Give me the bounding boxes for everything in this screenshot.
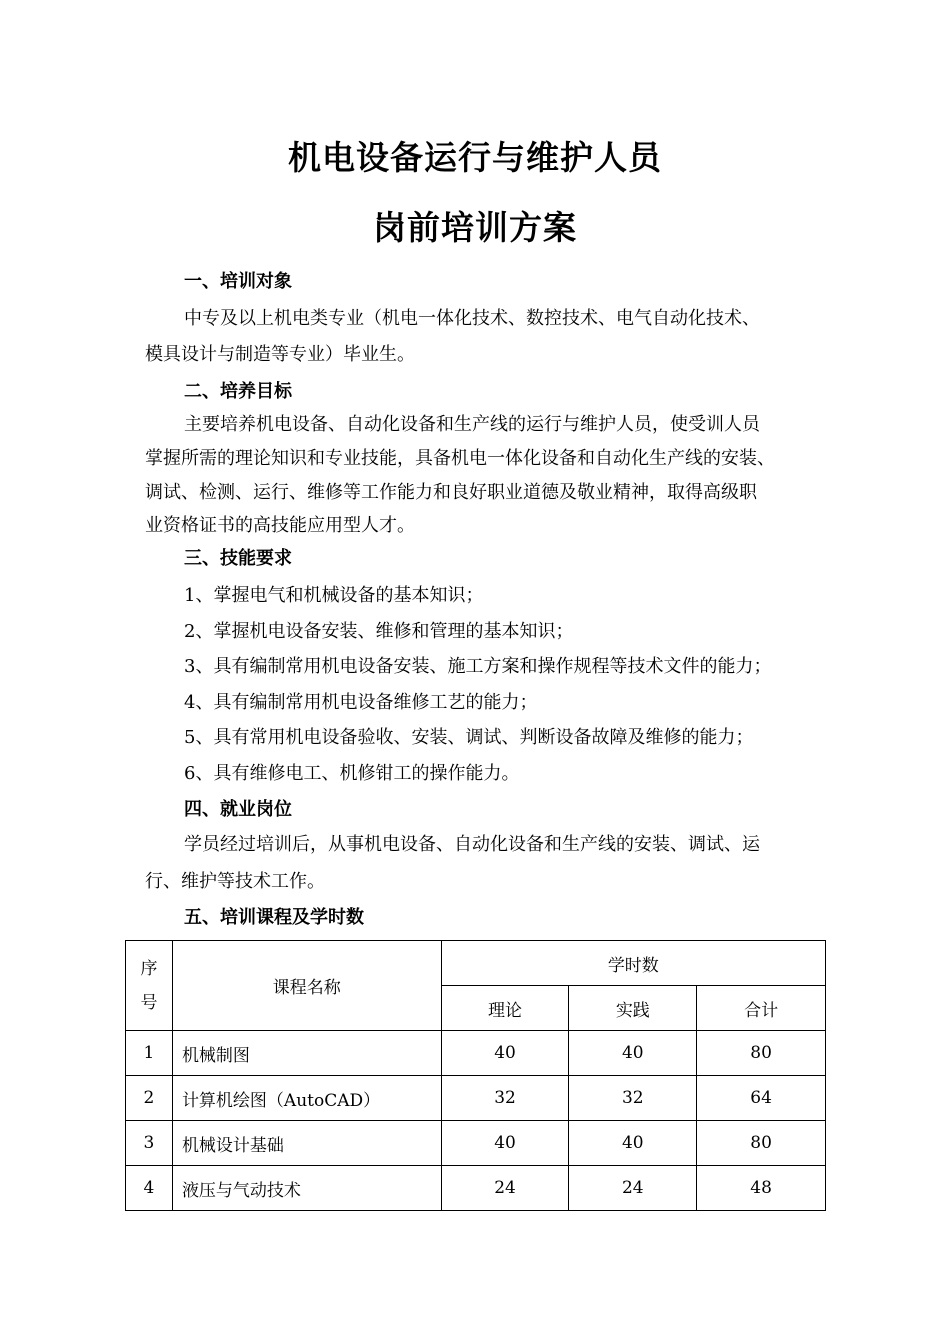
- paragraph-line: 中专及以上机电类专业（机电一体化技术、数控技术、电气自动化技术、: [184, 308, 760, 329]
- paragraph-line: 模具设计与制造等专业）毕业生。: [145, 344, 415, 365]
- cell-course-name: 机械设计基础: [172, 1121, 441, 1166]
- section-heading-training-target: 一、培训对象: [184, 271, 292, 292]
- paragraph-line: 掌握所需的理论知识和专业技能，具备机电一体化设备和自动化生产线的安装、: [145, 448, 775, 469]
- paragraph-line: 学员经过培训后，从事机电设备、自动化设备和生产线的安装、调试、运: [184, 834, 760, 855]
- table-row: [126, 1121, 826, 1166]
- header-theory: 理论: [441, 986, 569, 1031]
- document-title-line2: 岗前培训方案: [373, 208, 577, 247]
- cell-seq: 2: [126, 1076, 173, 1121]
- header-seq-top: 序: [140, 958, 158, 979]
- cell-practice: 40: [569, 1121, 697, 1166]
- document-title-line1: 机电设备运行与维护人员: [288, 138, 662, 177]
- cell-seq: 3: [126, 1121, 173, 1166]
- cell-seq: 4: [126, 1166, 173, 1211]
- section-heading-employment: 四、就业岗位: [184, 799, 292, 820]
- cell-theory: 40: [441, 1031, 569, 1076]
- cell-total: 80: [697, 1121, 826, 1166]
- section-heading-skill-requirements: 三、技能要求: [184, 548, 292, 569]
- table-row: [126, 1076, 826, 1121]
- header-seq: [126, 941, 173, 1031]
- cell-course-name: 机械制图: [172, 1031, 441, 1076]
- cell-total: 48: [697, 1166, 826, 1211]
- list-item: 4、具有编制常用机电设备维修工艺的能力；: [184, 692, 538, 713]
- list-item: 5、具有常用机电设备验收、安装、调试、判断设备故障及维修的能力；: [184, 727, 754, 748]
- header-course-name: 课程名称: [172, 941, 441, 1031]
- paragraph-line: 行、维护等技术工作。: [145, 871, 325, 892]
- cell-course-name: 计算机绘图（AutoCAD）: [172, 1076, 441, 1121]
- cell-theory: 40: [441, 1121, 569, 1166]
- section-heading-training-goal: 二、培养目标: [184, 381, 292, 402]
- table-row: [126, 1166, 826, 1211]
- cell-seq: 1: [126, 1031, 173, 1076]
- list-item: 2、掌握机电设备安装、维修和管理的基本知识；: [184, 621, 574, 642]
- cell-practice: 32: [569, 1076, 697, 1121]
- header-practice: 实践: [569, 986, 697, 1031]
- cell-theory: 24: [441, 1166, 569, 1211]
- paragraph-line: 调试、检测、运行、维修等工作能力和良好职业道德及敬业精神，取得高级职: [145, 482, 757, 503]
- table-row: [126, 1031, 826, 1076]
- cell-total: 80: [697, 1031, 826, 1076]
- list-item: 3、具有编制常用机电设备安装、施工方案和操作规程等技术文件的能力；: [184, 656, 772, 677]
- paragraph-line: 主要培养机电设备、自动化设备和生产线的运行与维护人员，使受训人员: [184, 414, 760, 435]
- list-item: 1、掌握电气和机械设备的基本知识；: [184, 585, 484, 606]
- cell-course-name: 液压与气动技术: [172, 1166, 441, 1211]
- paragraph-line: 业资格证书的高技能应用型人才。: [145, 515, 415, 536]
- cell-total: 64: [697, 1076, 826, 1121]
- cell-theory: 32: [441, 1076, 569, 1121]
- header-hours: 学时数: [441, 941, 825, 986]
- table-header-row: [126, 941, 826, 986]
- header-seq-bottom: 号: [140, 992, 158, 1013]
- header-total: 合计: [697, 986, 826, 1031]
- list-item: 6、具有维修电工、机修钳工的操作能力。: [184, 763, 520, 784]
- cell-practice: 24: [569, 1166, 697, 1211]
- cell-practice: 40: [569, 1031, 697, 1076]
- course-hours-table: [125, 940, 826, 1211]
- section-heading-courses: 五、培训课程及学时数: [184, 907, 364, 928]
